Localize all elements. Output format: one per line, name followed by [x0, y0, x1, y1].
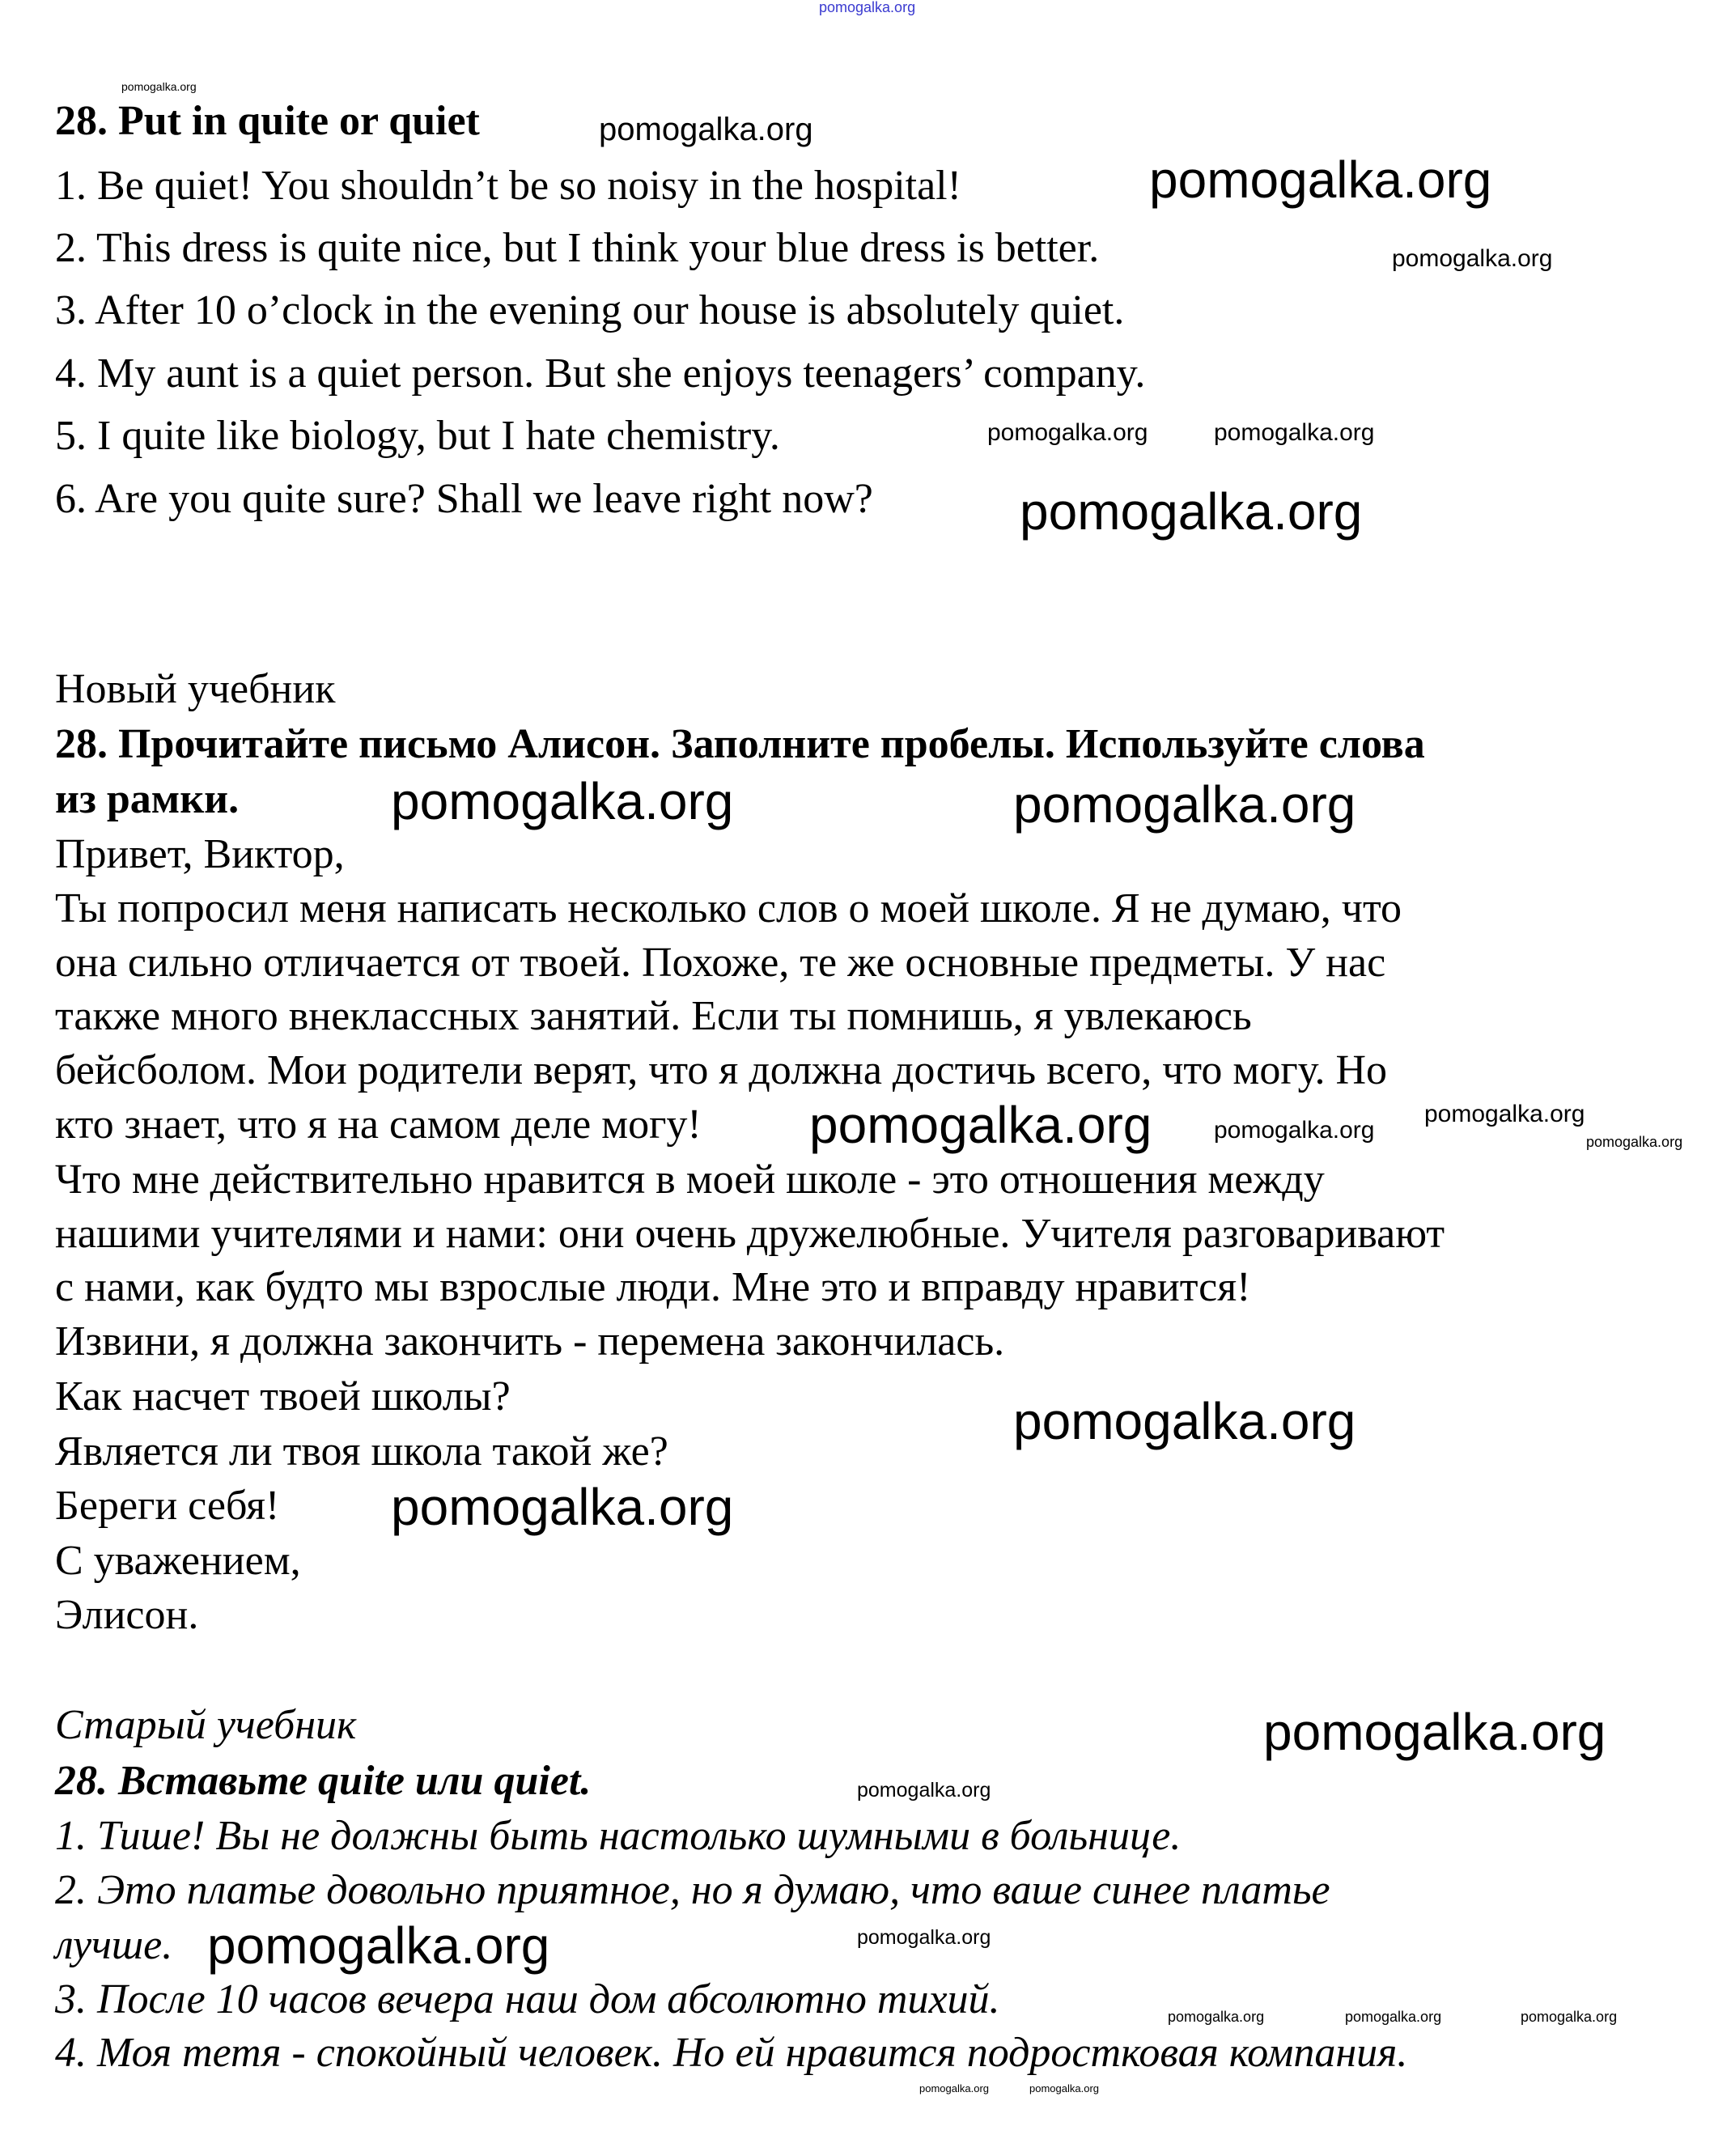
- letter-line: Является ли твоя школа такой же?: [55, 1428, 668, 1475]
- watermark: pomogalka.org: [857, 1926, 991, 1949]
- letter-line: Извини, я должна закончить - перемена закончилась.: [55, 1318, 1005, 1364]
- watermark: pomogalka.org: [391, 772, 734, 830]
- watermark: pomogalka.org: [1013, 1392, 1356, 1450]
- exercise-item: 4. My aunt is a quiet person. But she enjoys teenagers’ company.: [55, 350, 1146, 397]
- exercise-item: 2. Это платье довольно приятное, но я думаю, что ваше синее платье: [55, 1867, 1330, 1913]
- exercise-title: из рамки.: [55, 776, 240, 822]
- watermark: pomogalka.org: [1345, 2009, 1442, 2025]
- exercise-item: 1. Тише! Вы не должны быть настолько шумными в больнице.: [55, 1813, 1182, 1859]
- exercise-item: лучше.: [55, 1922, 173, 1968]
- section-label: Старый учебник: [55, 1702, 357, 1748]
- watermark: pomogalka.org: [1521, 2009, 1618, 2025]
- letter-line: Ты попросил меня написать несколько слов о моей школе. Я не думаю, что: [55, 885, 1402, 932]
- exercise-title: 28. Прочитайте письмо Алисон. Заполните пробелы. Используйте слова: [55, 721, 1425, 767]
- exercise-item: 2. This dress is quite nice, but I think your blue dress is better.: [55, 225, 1100, 271]
- exercise-item: 1. Be quiet! You shouldn’t be so noisy in the hospital!: [55, 163, 961, 209]
- watermark: pomogalka.org: [987, 419, 1148, 446]
- exercise-title: 28. Вставьте quite или quiet.: [55, 1758, 592, 1804]
- exercise-item: 4. Моя тетя - спокойный человек. Но ей нравится подростковая компания.: [55, 2030, 1408, 2076]
- letter-line: нашими учителями и нами: они очень дружелюбные. Учителя разговаривают: [55, 1211, 1445, 1257]
- letter-line: она сильно отличается от твоей. Похоже, те же основные предметы. У нас: [55, 940, 1386, 986]
- letter-line: Береги себя!: [55, 1483, 280, 1529]
- letter-line: Элисон.: [55, 1592, 199, 1638]
- letter-line: Как насчет твоей школы?: [55, 1373, 511, 1420]
- letter-line: кто знает, что я на самом деле могу!: [55, 1101, 702, 1148]
- watermark: pomogalka.org: [1020, 482, 1363, 541]
- watermark: pomogalka.org: [1263, 1703, 1606, 1761]
- watermark: pomogalka.org: [919, 2082, 989, 2094]
- letter-line: с нами, как будто мы взрослые люди. Мне это и вправду нравится!: [55, 1264, 1251, 1310]
- watermark: pomogalka.org: [121, 80, 197, 93]
- letter-line: также много внеклассных занятий. Если ты помнишь, я увлекаюсь: [55, 993, 1252, 1039]
- letter-line: Привет, Виктор,: [55, 831, 345, 877]
- watermark: pomogalka.org: [857, 1779, 991, 1802]
- watermark: pomogalka.org: [1424, 1101, 1585, 1127]
- watermark: pomogalka.org: [207, 1916, 550, 1975]
- section-label: Новый учебник: [55, 666, 336, 712]
- exercise-item: 5. I quite like biology, but I hate chemistry.: [55, 413, 780, 459]
- watermark: pomogalka.org: [819, 0, 916, 15]
- exercise-item: 3. После 10 часов вечера наш дом абсолютно тихий.: [55, 1976, 1000, 2022]
- watermark: pomogalka.org: [1168, 2009, 1265, 2025]
- exercise-item: 3. After 10 o’clock in the evening our house is absolutely quiet.: [55, 287, 1125, 333]
- watermark: pomogalka.org: [809, 1096, 1152, 1154]
- letter-line: Что мне действительно нравится в моей школе - это отношения между: [55, 1157, 1325, 1203]
- letter-line: бейсболом. Мои родители верят, что я должна достичь всего, что могу. Но: [55, 1047, 1387, 1093]
- watermark: pomogalka.org: [391, 1478, 734, 1536]
- watermark: pomogalka.org: [1586, 1134, 1683, 1150]
- watermark: pomogalka.org: [1392, 245, 1553, 272]
- watermark: pomogalka.org: [1029, 2082, 1099, 2094]
- watermark: pomogalka.org: [1149, 151, 1492, 209]
- letter-line: С уважением,: [55, 1538, 301, 1584]
- exercise-title: 28. Put in quite or quiet: [55, 98, 480, 144]
- watermark: pomogalka.org: [599, 112, 813, 147]
- watermark: pomogalka.org: [1214, 1117, 1375, 1144]
- watermark: pomogalka.org: [1013, 775, 1356, 834]
- watermark: pomogalka.org: [1214, 419, 1375, 446]
- exercise-item: 6. Are you quite sure? Shall we leave right now?: [55, 476, 873, 522]
